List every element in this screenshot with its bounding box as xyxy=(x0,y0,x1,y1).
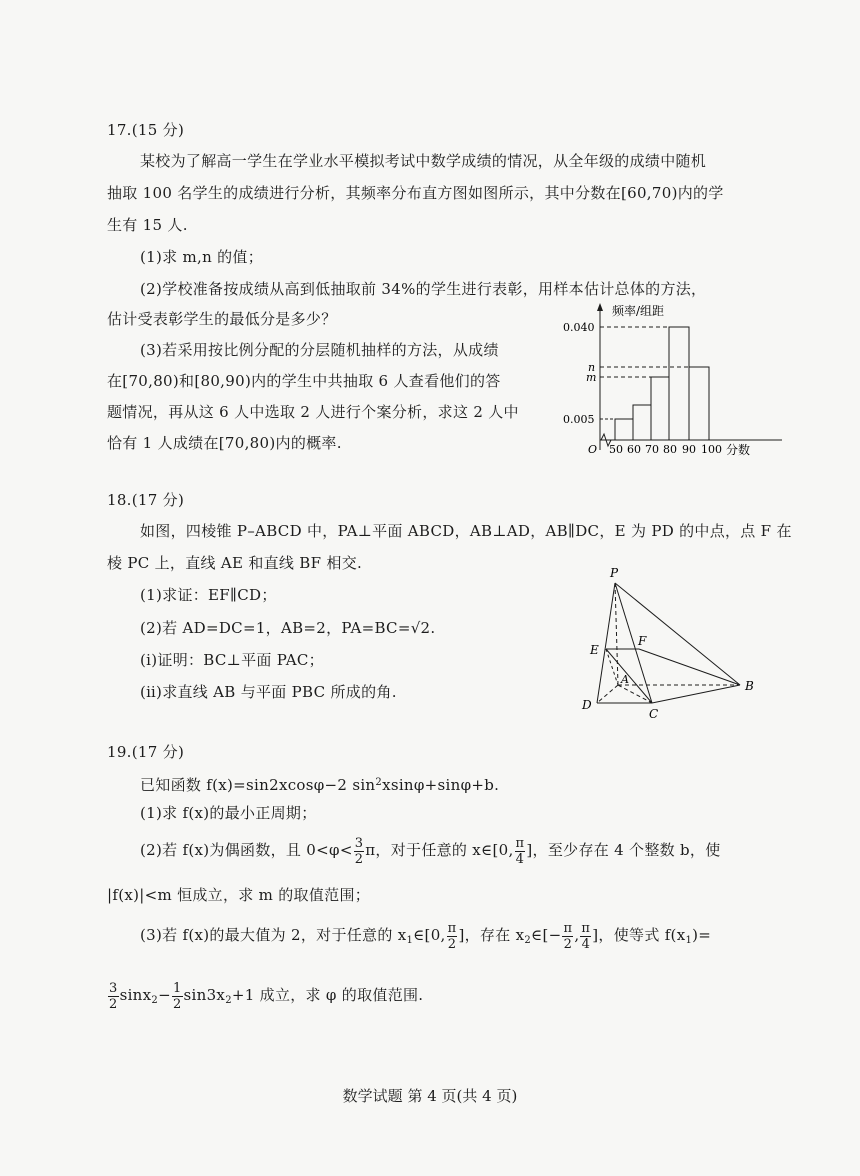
xtick-90: 90 xyxy=(682,443,696,456)
segment-EC xyxy=(606,649,652,703)
q18-heading: 18.(17 分) xyxy=(107,491,185,509)
q17-part1: (1)求 m,n 的值； xyxy=(140,248,264,266)
page-footer: 数学试题 第 4 页(共 4 页) xyxy=(342,1087,518,1105)
label-D: D xyxy=(582,698,592,712)
edge-PB xyxy=(615,583,740,685)
q17-part3-line3: 题情况，再从这 6 人中选取 2 人进行个案分析，求这 2 人中 xyxy=(107,403,519,421)
segment-AE xyxy=(606,649,618,685)
q19-heading: 19.(17 分) xyxy=(107,743,185,761)
q18-text-line2: 棱 PC 上，直线 AE 和直线 BF 相交. xyxy=(107,554,363,572)
label-E: E xyxy=(590,643,599,657)
edge-PA xyxy=(615,583,618,685)
q17-part3-line2: 在[70,80)和[80,90)内的学生中共抽取 6 人查看他们的答 xyxy=(107,372,501,390)
label-B: B xyxy=(745,679,754,693)
ytick-0005: 0.005 xyxy=(563,413,595,426)
q19-part3-line1: (3)若 f(x)的最大值为 2，对于任意的 $x_1\in[0$, $\frac{\pi}{2}$ ]，存在 $x_2\in[-$ $\frac{\pi}{2}$ , $\frac{\pi}{4}$ ]，使等式 $f(x_1)=$ xyxy=(140,920,712,952)
pyramid-diagram xyxy=(570,565,770,725)
bar-90-100 xyxy=(689,367,709,440)
ytick-0040: 0.040 xyxy=(563,321,595,334)
origin-label: O xyxy=(588,443,598,456)
ytick-m: m xyxy=(586,371,597,384)
frequency-histogram xyxy=(560,300,790,460)
q17-text-line1: 某校为了解高一学生在学业水平模拟考试中数学成绩的情况，从全年级的成绩中随机 xyxy=(140,152,707,170)
edge-AD xyxy=(597,685,618,703)
q17-heading: 17.(15 分) xyxy=(107,121,185,139)
q18-part2-i: (ⅰ)证明：BC⊥平面 PAC； xyxy=(140,651,324,669)
label-A: A xyxy=(621,673,629,686)
q18-part2-ii: (ⅱ)求直线 AB 与平面 PBC 所成的角. xyxy=(140,683,397,701)
q17-part3-line1: (3)若采用按比例分配的分层随机抽样的方法，从成绩 xyxy=(140,341,499,359)
ytick-n: n xyxy=(588,361,596,374)
fraction-pi-4: $\frac{\pi}{4}$ xyxy=(515,835,525,867)
q19-part2-line1: (2)若 f(x)为偶函数，且 0<φ< $\frac{3}{2}$ π，对于任意的 x∈[0, $\frac{\pi}{4}$ ]，至少存在 4 个整数 b，使 xyxy=(140,835,721,867)
q17-text-line3: 生有 15 人. xyxy=(107,216,188,234)
q17-part3-line4: 恰有 1 人成绩在[70,80)内的概率. xyxy=(107,434,342,452)
xtick-60: 60 xyxy=(627,443,641,456)
q19-function-definition: 已知函数 f(x)=sin2xcosφ−2 $\sin^2xsin\varphi+\sin\varphi+b$. xyxy=(140,776,500,794)
label-P: P xyxy=(610,566,619,580)
y-axis-arrow xyxy=(597,303,603,311)
segment-FB xyxy=(639,649,740,685)
xtick-50: 50 xyxy=(609,443,623,456)
xtick-70: 70 xyxy=(645,443,659,456)
bar-80-90 xyxy=(669,327,689,440)
q17-part2-line2: 估计受表彰学生的最低分是多少？ xyxy=(107,310,337,328)
q19-part2-line2: |f(x)|<m 恒成立，求 m 的取值范围； xyxy=(107,886,371,904)
q19-part3-line2: $\frac{3}{2}$ sinx$_2$− $\frac{1}{2}$ $\sin 3x_2+1$ 成立，求 φ 的取值范围. xyxy=(109,980,424,1012)
q17-text-line2: 抽取 100 名学生的成绩进行分析，其频率分布直方图如图所示，其中分数在[60,70)内的学 xyxy=(107,184,724,202)
label-C: C xyxy=(649,707,659,721)
bar-50-60 xyxy=(615,419,633,440)
q18-part2: (2)若 AD=DC=1，AB=2，PA=BC=√2. xyxy=(140,619,436,637)
y-axis-label: 频率/组距 xyxy=(612,304,665,318)
x-axis-label: 分数 xyxy=(726,443,751,457)
xtick-80: 80 xyxy=(663,443,677,456)
xtick-100: 100 xyxy=(701,443,722,456)
q17-part2-line1: (2)学校准备按成绩从高到低抽取前 34%的学生进行表彰，用样本估计总体的方法， xyxy=(140,280,707,298)
fraction-3-2: $\frac{3}{2}$ xyxy=(354,835,364,867)
edge-CB xyxy=(652,685,740,703)
bar-70-80 xyxy=(651,377,669,440)
bar-60-70 xyxy=(633,405,651,440)
q18-text-line1: 如图，四棱锥 P–ABCD 中，PA⊥平面 ABCD，AB⊥AD，AB∥DC，E 为 PD 的中点，点 F 在 xyxy=(140,522,792,540)
q19-part1: (1)求 f(x)的最小正周期； xyxy=(140,804,317,822)
label-F: F xyxy=(638,634,647,648)
edge-PD xyxy=(597,583,615,703)
q18-part1: (1)求证：EF∥CD； xyxy=(140,586,277,604)
